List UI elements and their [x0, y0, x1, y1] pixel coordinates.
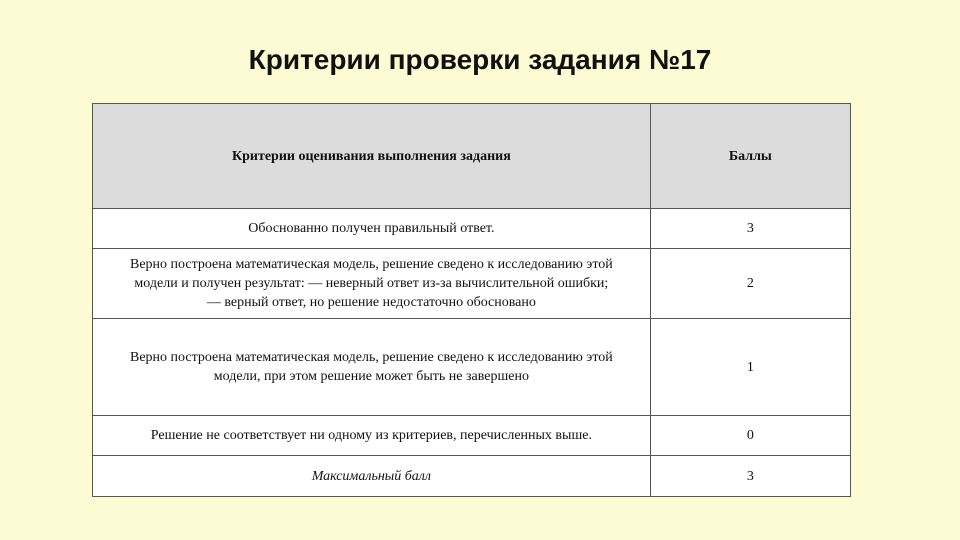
criteria-text: Обоснованно получен правильный ответ. — [248, 221, 495, 236]
table-row — [93, 416, 851, 456]
points-cell: 2 — [650, 249, 850, 319]
table-row — [93, 209, 851, 249]
table-row — [93, 249, 851, 319]
max-score-label: Максимальный балл — [311, 468, 431, 484]
points-cell: 0 — [650, 416, 850, 456]
criteria-text: модели, при этом решение может быть не завершено — [213, 369, 529, 384]
header-criteria: Критерии оценивания выполнения задания — [93, 104, 651, 209]
criteria-cell — [93, 209, 651, 249]
criteria-text: Верно построена математическая модель, решение сведено к исследованию этой — [129, 350, 613, 365]
max-score-points-cell: 3 — [650, 456, 850, 497]
table-header-row — [93, 104, 851, 209]
criteria-text: Верно построена математическая модель, решение сведено к исследованию этой — [129, 257, 613, 272]
criteria-cell — [93, 319, 651, 416]
header-points: Баллы — [650, 104, 850, 209]
points-cell: 3 — [650, 209, 850, 249]
table-row — [93, 319, 851, 416]
criteria-cell — [93, 249, 651, 319]
points-cell: 1 — [650, 319, 850, 416]
max-score-label-cell — [93, 456, 651, 497]
criteria-text: — верный ответ, но решение недостаточно обосновано — [206, 295, 536, 310]
criteria-text: модели и получен результат: — неверный ответ из-за вычислительной ошибки; — [134, 276, 609, 291]
criteria-table — [92, 103, 851, 497]
criteria-cell — [93, 416, 651, 456]
criteria-text: Решение не соответствует ни одному из критериев, перечисленных выше. — [150, 428, 592, 443]
page-title: Критерии проверки задания №17 — [248, 44, 712, 75]
max-score-row — [93, 456, 851, 497]
